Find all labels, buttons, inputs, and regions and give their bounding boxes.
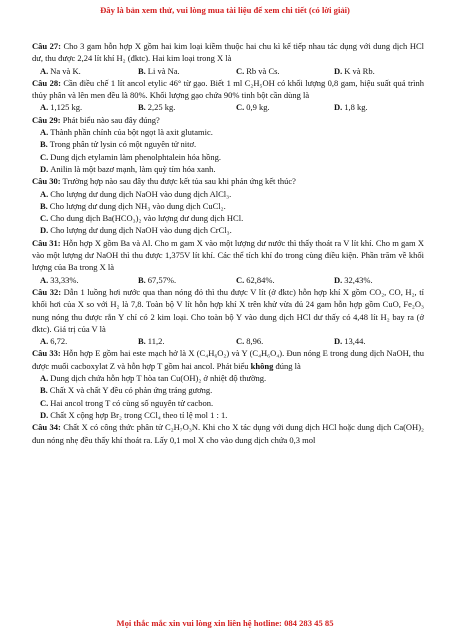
question-stem: Cần điều chế 1 lít ancol etylic 46° từ gạo. Biết 1 ml C₂H₅OH có khối lượng 0,8 gam, hiệu suất quá trình thủy phân và lên men đều là 80%. Khối lượng gạo chứa 90% tinh bột cần dùng là	[32, 77, 424, 101]
option-text: 11,2.	[147, 336, 165, 347]
option-c	[228, 335, 326, 347]
option-d	[326, 335, 424, 347]
option-label: C.	[236, 102, 245, 113]
option-text: 8,96.	[246, 336, 264, 347]
option-text: Cho lượng dư dung dịch NaOH vào dung dịch AlCl₃.	[50, 188, 232, 199]
option-text: Chất X cộng hợp Br₂ trong CCl₄ theo tỉ lệ mol 1 : 1.	[50, 409, 228, 420]
option-d	[326, 65, 424, 77]
option-d	[326, 101, 424, 113]
option-label: A.	[40, 274, 49, 285]
question-stem: Chất X có công thức phân tử C₂H₇O₃N. Khi cho X tác dụng với dung dịch HCl hoặc dung dịch Ca(OH)₂ đun nóng nhẹ đều thấy khí thoát ra. Lấy 0,1 mol X cho vào dung dịch chứa 0,3 mol	[32, 422, 424, 445]
option-label: A.	[40, 373, 49, 384]
option-label: B.	[138, 65, 146, 76]
option-text: Rb và Cs.	[246, 65, 280, 76]
option-text: K và Rb.	[344, 65, 375, 76]
option-text: 62,84%.	[246, 274, 275, 285]
question-number: Câu 30:	[32, 176, 61, 187]
option-d	[326, 274, 424, 286]
question-stem: Cho 3 gam hỗn hợp X gồm hai kim loại kiềm thuộc hai chu kì kế tiếp nhau tác dụng với dung dịch HCl dư, thu được 2,24 lít khí H₂ (đktc). Hai kim loại trong X là	[32, 41, 424, 64]
option-text: Cho dung dịch Ba(HCO₃)₂ vào lượng dư dung dịch HCl.	[50, 213, 244, 224]
question-number: Câu 32:	[32, 286, 62, 297]
option-c	[32, 212, 424, 224]
option-c	[32, 397, 424, 409]
question-27	[32, 40, 424, 65]
option-text: Li và Na.	[147, 65, 180, 76]
option-a	[32, 101, 130, 113]
question-31	[32, 237, 424, 274]
option-label: D.	[40, 225, 49, 236]
option-text: Na và K.	[50, 65, 81, 76]
option-text: 6,72.	[50, 336, 68, 347]
option-text: 1,125 kg.	[50, 102, 83, 113]
question-number: Câu 33:	[32, 348, 61, 359]
option-label: B.	[40, 139, 48, 150]
preview-banner: Đây là bản xem thử, vui lòng mua tài liệu để xem chi tiết (có lời giải)	[100, 5, 350, 15]
question-29	[32, 114, 424, 126]
option-text: Anilin là một bazơ mạnh, làm quỳ tím hóa xanh.	[50, 163, 216, 174]
option-d	[32, 409, 424, 421]
options-row	[32, 65, 424, 77]
question-stem: Dẫn 1 luồng hơi nước qua than nóng đỏ thì thu được V lít (ở đktc) hỗn hợp khí X gồm CO₂, CO, H₂, tỉ khối hơi của X so với H₂ là 7,8. Toàn bộ V lít hỗn hợp khí X trên khử vừa đủ 24 gam hỗn hợp gồm CuO, Fe₂O₃ nung nóng thu được rắn Y chỉ có 2 kim loại. Cho toàn bộ Y vào dung dịch HCl dư thấy có 4,48 lít H₂ bay ra (ở đktc). Giá trị của V là	[32, 286, 424, 334]
option-text: Hai ancol trong T có cùng số nguyên tử cacbon.	[50, 397, 214, 408]
option-a	[32, 372, 424, 384]
option-c	[228, 65, 326, 77]
option-text: Dung dịch chứa hỗn hợp T hòa tan Cu(OH)₂ ở nhiệt độ thường.	[50, 373, 267, 384]
option-text: 13,44.	[344, 336, 366, 347]
emphasis-not: không	[250, 360, 274, 371]
options-row	[32, 274, 424, 286]
option-label: A.	[40, 102, 49, 113]
option-text: Cho lượng dư dung dịch NH₃ vào dung dịch CuCl₂.	[49, 200, 226, 211]
option-label: C.	[40, 213, 49, 224]
option-label: A.	[40, 188, 49, 199]
hotline-banner: Mọi thắc mắc xin vui lòng xin liên hệ hotline: 084 283 45 85	[116, 618, 334, 628]
option-text: 32,43%.	[344, 274, 373, 285]
option-b	[32, 384, 424, 396]
option-label: D.	[334, 102, 343, 113]
option-a	[32, 65, 130, 77]
option-label: B.	[40, 200, 48, 211]
question-34	[32, 421, 424, 446]
option-label: D.	[334, 274, 343, 285]
option-label: C.	[40, 151, 49, 162]
option-label: C.	[40, 397, 49, 408]
option-c	[228, 274, 326, 286]
option-label: C.	[236, 274, 245, 285]
option-text: Chất X và chất Y đều có phản ứng tráng gương.	[49, 385, 213, 396]
question-stem: Trường hợp nào sau đây thu được kết tủa sau khi phản ứng kết thúc?	[60, 176, 296, 187]
question-32	[32, 286, 424, 335]
question-number: Câu 34:	[32, 422, 61, 433]
question-30	[32, 175, 424, 187]
option-text: Dung dịch etylamin làm phenolphtalein hóa hồng.	[50, 151, 221, 162]
option-d	[32, 224, 424, 236]
option-label: D.	[334, 65, 343, 76]
question-number: Câu 31:	[32, 237, 61, 248]
question-stem: Hỗn hợp X gồm Ba và Al. Cho m gam X vào một lượng dư nước thì thấy thoát ra V lít khí. Cho m gam X vào một lượng dư NaOH thì thu được 1,375V lít khí. Các thể tích khí đo trong cùng điều kiện. Phần trăm về khối lượng của Ba trong X là	[32, 237, 424, 273]
question-stem: Hỗn hợp E gồm hai este mạch hở là X (C₄H₆O₂) và Y (C₄H₆O₄). Đun nóng E trong dung dịch NaOH, thu được muối cacboxylat Z và hỗn hợp T gồm hai ancol. Phát biểu	[32, 348, 424, 371]
option-text: 2,25 kg.	[147, 102, 176, 113]
option-a	[32, 188, 424, 200]
option-b	[130, 274, 228, 286]
option-label: A.	[40, 65, 49, 76]
option-a	[32, 126, 424, 138]
question-number: Câu 29:	[32, 114, 61, 125]
option-text: 1,8 kg.	[344, 102, 368, 113]
option-b	[130, 335, 228, 347]
question-stem-end: đúng là	[273, 360, 301, 371]
option-label: A.	[40, 336, 49, 347]
option-text: 0,9 kg.	[246, 102, 270, 113]
option-label: A.	[40, 127, 49, 138]
option-label: B.	[138, 336, 146, 347]
options-row	[32, 335, 424, 347]
option-b	[130, 101, 228, 113]
option-c	[228, 101, 326, 113]
question-number: Câu 27:	[32, 41, 61, 51]
options-row	[32, 101, 424, 113]
option-d	[32, 163, 424, 175]
question-33	[32, 347, 424, 372]
option-a	[32, 335, 130, 347]
option-label: D.	[40, 409, 49, 420]
question-stem: Phát biểu nào sau đây đúng?	[60, 114, 160, 125]
option-b	[130, 65, 228, 77]
option-label: C.	[236, 65, 245, 76]
option-b	[32, 200, 424, 212]
option-text: Thành phần chính của bột ngọt là axit glutamic.	[50, 127, 213, 138]
option-label: C.	[236, 336, 245, 347]
option-c	[32, 151, 424, 163]
option-label: B.	[138, 102, 146, 113]
question-28	[32, 77, 424, 102]
option-a	[32, 274, 130, 286]
option-text: Trong phân tử lysin có một nguyên tử nitơ.	[49, 139, 197, 150]
option-label: D.	[334, 336, 343, 347]
option-label: B.	[138, 274, 146, 285]
question-number: Câu 28:	[32, 77, 61, 88]
option-label: D.	[40, 163, 49, 174]
option-b	[32, 138, 424, 150]
option-label: B.	[40, 385, 48, 396]
exam-content	[32, 40, 424, 446]
option-text: 67,57%.	[147, 274, 177, 285]
option-text: Cho lượng dư dung dịch NaOH vào dung dịch CrCl₃.	[50, 225, 232, 236]
option-text: 33,33%.	[50, 274, 79, 285]
